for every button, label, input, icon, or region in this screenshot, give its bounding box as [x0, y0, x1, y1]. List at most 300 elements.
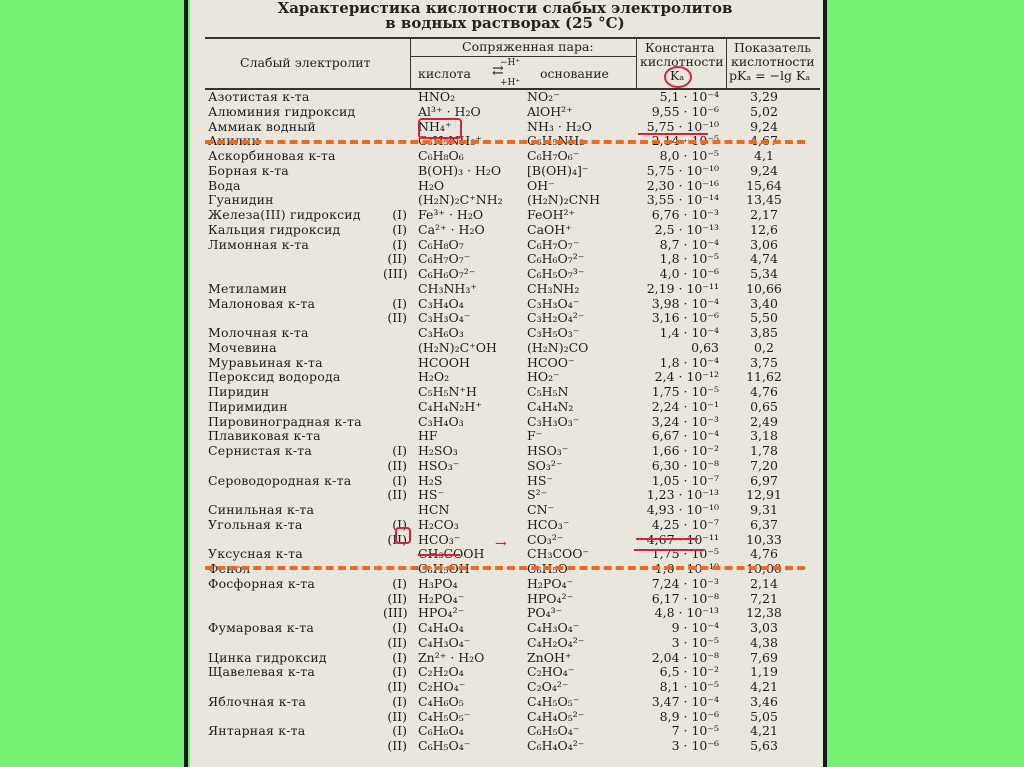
table-row [205, 680, 820, 695]
base-formula: HS⁻ [527, 472, 554, 488]
base-formula: NO₂⁻ [527, 89, 560, 104]
acid-formula: H₂SO₃ [418, 443, 458, 458]
ka-value: 2,24 · 10⁻¹ [651, 398, 719, 414]
table-row [205, 208, 820, 223]
ka-value: 1,75 · 10⁻⁵ [651, 546, 719, 562]
base-formula: C₄H₅O₅⁻ [527, 693, 580, 709]
equilibrium-arrows-icon: ⇄ [492, 63, 504, 79]
dissociation-stage: (I) [392, 207, 407, 222]
electrolyte-name: Фосфорная к-та [208, 575, 316, 591]
base-formula: C₆H₄O₄²⁻ [527, 738, 585, 753]
acid-formula: HCOOH [418, 354, 470, 370]
base-formula: C₆H₆O₇²⁻ [527, 251, 585, 267]
electrolyte-name: Железа(III) гидроксид [208, 207, 361, 222]
acid-formula: C₃H₆O₃ [418, 325, 464, 340]
acid-formula: C₆H₅O₄⁻ [418, 738, 471, 753]
table-row [205, 311, 820, 326]
ka-value: 1,23 · 10⁻¹³ [646, 487, 719, 503]
electrolyte-name: Алюминия гидроксид [208, 103, 356, 119]
acid-formula: C₆H₆O₇²⁻ [418, 266, 476, 281]
base-formula: ZnOH⁺ [527, 649, 572, 665]
pka-value: 11,62 [746, 369, 782, 385]
base-formula: FeOH²⁺ [527, 207, 576, 222]
base-formula: C₆H₇O₇⁻ [527, 236, 580, 252]
header-acid: кислота [418, 66, 471, 81]
header-pair: Сопряженная пара: [462, 39, 594, 54]
dissociation-stage: (III) [383, 266, 408, 281]
dissociation-stage: (II) [387, 708, 407, 724]
ka-value: 1,4 · 10⁻⁴ [659, 325, 719, 340]
pka-value: 3,29 [750, 89, 778, 104]
acid-formula: HCO₃⁻ [418, 531, 461, 547]
pka-value: 4,76 [750, 546, 778, 562]
acid-formula: Ca²⁺ · H₂O [418, 221, 485, 237]
pka-value: 5,63 [750, 738, 778, 753]
ka-value: 6,30 · 10⁻⁸ [651, 457, 719, 473]
table-row [205, 518, 820, 533]
base-formula: C₆H₇O₆⁻ [527, 148, 580, 163]
electrolyte-name: Янтарная к-та [208, 723, 306, 739]
ka-value: 5,75 · 10⁻¹⁰ [646, 118, 719, 134]
pka-value: 10,66 [746, 280, 782, 296]
ka-value: 4,67 · 10⁻¹¹ [646, 531, 719, 547]
electrolyte-name: Азотистая к-та [208, 89, 310, 104]
ka-value: 3,98 · 10⁻⁴ [651, 295, 719, 311]
table-row [205, 503, 820, 518]
pka-value: 5,05 [750, 708, 778, 724]
base-formula: CN⁻ [527, 502, 555, 517]
ka-value: 1,8 · 10⁻⁵ [659, 251, 719, 267]
pka-value: 3,03 [750, 620, 778, 635]
base-formula: C₂O₄²⁻ [527, 679, 569, 694]
pka-value: 2,49 [750, 413, 778, 429]
base-formula: C₄H₃O₄⁻ [527, 620, 580, 635]
pka-value: 4,38 [750, 634, 778, 650]
acid-formula: HSO₃⁻ [418, 457, 460, 473]
ka-value: 3,24 · 10⁻³ [651, 413, 719, 429]
acid-formula: C₆H₈O₇ [418, 236, 464, 252]
base-formula: HCO₃⁻ [527, 516, 570, 532]
pka-value: 3,40 [750, 295, 778, 311]
base-formula: H₂PO₄⁻ [527, 575, 574, 591]
table-row [205, 547, 820, 562]
header-pka-line2: кислотности [731, 54, 815, 69]
ka-value: 3 · 10⁻⁶ [671, 738, 719, 753]
electrolyte-name: Сернистая к-та [208, 443, 313, 458]
header-ka-line1: Константа [645, 40, 715, 55]
pka-value: 3,18 [750, 428, 778, 444]
base-formula: C₆H₅O⁻ [527, 561, 575, 576]
table-row [205, 105, 820, 120]
page-title: Характеристика кислотности слабых электролитов [277, 0, 733, 17]
electrolyte-name: Фумаровая к-та [208, 620, 314, 635]
pka-value: 3,06 [750, 236, 778, 252]
header-electrolyte: Слабый электролит [240, 55, 371, 70]
acid-formula: C₂HO₄⁻ [418, 679, 466, 694]
electrolyte-name: Пиримидин [208, 398, 288, 414]
table-row [205, 474, 820, 489]
table-row [205, 592, 820, 607]
dissociation-stage: (I) [392, 443, 407, 458]
base-formula: C₄H₄N₂ [527, 398, 574, 414]
electrolyte-name: Угольная к-та [208, 516, 303, 532]
page-subtitle: в водных растворах (25 °С) [385, 14, 625, 32]
pka-value: 7,69 [750, 649, 778, 665]
electrolyte-name: Фенол [208, 561, 251, 576]
ka-value: 1,66 · 10⁻² [651, 443, 719, 458]
pka-value: 12,6 [750, 221, 778, 237]
arrow-icon: → [495, 536, 507, 552]
table-row [205, 252, 820, 267]
acid-formula: H₂O₂ [418, 369, 450, 385]
pka-value: 7,20 [750, 457, 778, 473]
table-row [205, 90, 820, 105]
ka-value: 5,1 · 10⁻⁴ [659, 89, 719, 104]
base-formula: CH₃NH₂ [527, 280, 580, 296]
highlight-dash-top [205, 140, 805, 144]
acid-formula: HF [418, 428, 438, 444]
header-pka-formula: pKₐ = −lg Kₐ [729, 68, 811, 83]
dissociation-stage: (I) [392, 516, 407, 532]
electrolyte-name: Аскорбиновая к-та [208, 148, 336, 163]
base-formula: C₂HO₄⁻ [527, 664, 575, 680]
acid-formula: B(OH)₃ · H₂O [418, 162, 502, 178]
pka-value: 6,97 [750, 472, 778, 488]
ka-value: 3,16 · 10⁻⁶ [651, 310, 719, 326]
pka-value: 5,50 [750, 310, 778, 326]
pka-value: 3,75 [750, 354, 778, 370]
ka-value: 9,55 · 10⁻⁶ [651, 103, 719, 119]
ka-value: 3 · 10⁻⁵ [671, 634, 719, 650]
ka-value: 9 · 10⁻⁴ [671, 620, 719, 635]
pka-value: 15,64 [746, 177, 782, 193]
table-row [205, 164, 820, 179]
dissociation-stage: (II) [387, 590, 407, 606]
base-formula: (H₂N)₂CNH [527, 192, 601, 208]
page-border-right [823, 0, 827, 767]
pka-value: 0,2 [754, 339, 774, 355]
base-formula: C₅H₅N [527, 384, 569, 399]
ka-value: 8,0 · 10⁻⁵ [659, 148, 719, 163]
pka-value: 7,21 [750, 590, 778, 606]
table-row [205, 415, 820, 430]
table-row [205, 665, 820, 680]
dissociation-stage: (II) [387, 310, 407, 326]
table-row [205, 488, 820, 503]
base-formula: OH⁻ [527, 177, 555, 193]
page-border-left [184, 0, 188, 767]
box-nh4 [418, 118, 462, 139]
table-row [205, 710, 820, 725]
table-row [205, 739, 820, 754]
header-eq-bottom: +H⁺ [500, 78, 521, 88]
acid-formula: HPO₄²⁻ [418, 605, 465, 621]
ka-value: 3,47 · 10⁻⁴ [651, 693, 719, 709]
electrolyte-name: Синильная к-та [208, 502, 315, 517]
ka-value: 2,5 · 10⁻¹³ [654, 221, 719, 237]
base-formula: CO₃²⁻ [527, 531, 564, 547]
ka-value: 5,75 · 10⁻¹⁰ [646, 162, 719, 178]
dissociation-stage: (II) [387, 251, 407, 267]
acid-formula: C₄H₄O₄ [418, 620, 464, 635]
ka-value: 4,0 · 10⁻⁶ [659, 266, 719, 281]
table-row [205, 120, 820, 135]
pka-value: 3,46 [750, 693, 778, 709]
acid-formula: C₆H₇O₇⁻ [418, 251, 471, 267]
base-formula: C₃H₅O₃⁻ [527, 325, 580, 340]
data-table-body [205, 90, 820, 754]
pka-value: 9,24 [750, 162, 778, 178]
electrolyte-name: Щавелевая к-та [208, 664, 316, 680]
ka-value: 4,8 · 10⁻¹³ [654, 605, 719, 621]
pair-subrule [410, 56, 636, 57]
base-formula: CaOH⁺ [527, 221, 572, 237]
table-row [205, 459, 820, 474]
base-formula: PO₄³⁻ [527, 605, 563, 621]
header-eq-top: −H⁺ [500, 58, 521, 68]
base-formula: HO₂⁻ [527, 369, 560, 385]
table-row [205, 533, 820, 548]
table-row [205, 282, 820, 297]
acid-formula: C₃H₃O₄⁻ [418, 310, 471, 326]
pka-value: 2,14 [750, 575, 778, 591]
table-row [205, 385, 820, 400]
circle-ka-symbol [664, 66, 692, 88]
table-row [205, 724, 820, 739]
ka-value: 6,67 · 10⁻⁴ [651, 428, 719, 444]
pka-value: 3,85 [750, 325, 778, 340]
acid-formula: C₄H₅O₅⁻ [418, 708, 471, 724]
pka-value: 4,67 [750, 133, 778, 149]
header-ka-symbol: Kₐ [670, 68, 685, 83]
highlight-dash-bottom [205, 566, 805, 570]
base-formula: C₃H₃O₃⁻ [527, 413, 580, 429]
electrolyte-name: Пировиноградная к-та [208, 413, 362, 429]
table-row [205, 238, 820, 253]
table-row [205, 149, 820, 164]
ka-value: 6,76 · 10⁻³ [651, 207, 719, 222]
table-row [205, 636, 820, 651]
acid-formula: Fe³⁺ · H₂O [418, 207, 484, 222]
acid-formula: C₆H₈O₆ [418, 148, 464, 163]
dissociation-stage: (II) [387, 634, 407, 650]
electrolyte-name: Пероксид водорода [208, 369, 341, 385]
acid-formula: NH₄⁺ [418, 118, 452, 134]
ka-value: 2,04 · 10⁻⁸ [651, 649, 719, 665]
acid-formula: C₄H₆O₅ [418, 693, 464, 709]
base-formula: AlOH²⁺ [527, 103, 573, 119]
pka-value: 9,24 [750, 118, 778, 134]
table-row [205, 179, 820, 194]
base-formula: CH₃COO⁻ [527, 546, 590, 562]
electrolyte-name: Молочная к-та [208, 325, 309, 340]
base-formula: C₆H₅O₄⁻ [527, 723, 580, 739]
electrolyte-name: Кальция гидроксид [208, 221, 341, 237]
acid-formula: C₄H₃O₄⁻ [418, 634, 471, 650]
electrolyte-name: Плавиковая к-та [208, 428, 321, 444]
ka-value: 3,55 · 10⁻¹⁴ [646, 192, 719, 208]
ka-value: 6,5 · 10⁻² [659, 664, 719, 680]
acid-formula: HCN [418, 502, 450, 517]
pka-value: 5,34 [750, 266, 778, 281]
pka-value: 10,00 [746, 561, 782, 576]
table-row [205, 223, 820, 238]
pka-value: 12,38 [746, 605, 782, 621]
ka-value: 1,05 · 10⁻⁷ [651, 472, 719, 488]
base-formula: C₄H₂O₄²⁻ [527, 634, 585, 650]
header-ka-line2: кислотности [640, 54, 724, 69]
dissociation-stage: (I) [392, 575, 407, 591]
pka-value: 9,31 [750, 502, 778, 517]
pka-value: 4,1 [754, 148, 774, 163]
table-row [205, 370, 820, 385]
electrolyte-name: Малоновая к-та [208, 295, 316, 311]
table-row [205, 621, 820, 636]
electrolyte-name: Анилин [208, 133, 260, 149]
base-formula: C₆H₅O₇³⁻ [527, 266, 585, 281]
base-formula: C₄H₄O₅²⁻ [527, 708, 585, 724]
header-divider-2 [636, 37, 637, 88]
ka-value: 2,30 · 10⁻¹⁶ [646, 177, 719, 193]
pka-value: 1,78 [750, 443, 778, 458]
acid-formula: C₆H₆O₄ [418, 723, 464, 739]
acid-formula: C₅H₅N⁺H [418, 384, 477, 399]
table-row [205, 429, 820, 444]
ka-value: 7,24 · 10⁻³ [651, 575, 719, 591]
ka-value: 2,14 · 10⁻⁵ [651, 133, 719, 149]
electrolyte-name: Уксусная к-та [208, 546, 303, 562]
header-divider-1 [410, 37, 411, 88]
base-formula: (H₂N)₂CO [527, 339, 589, 355]
base-formula: [B(OH)₄]⁻ [527, 162, 589, 178]
table-row [205, 193, 820, 208]
pka-value: 4,74 [750, 251, 778, 267]
ka-value: 2,4 · 10⁻¹² [654, 369, 719, 385]
base-formula: C₆H₅NH₂ [527, 133, 585, 149]
table-row [205, 444, 820, 459]
electrolyte-name: Цинка гидроксид [208, 649, 327, 665]
pka-value: 10,33 [746, 531, 782, 547]
table-row [205, 356, 820, 371]
table-row [205, 341, 820, 356]
dissociation-stage: (I) [392, 693, 407, 709]
header-pka-line1: Показатель [734, 40, 812, 55]
base-formula: C₃H₂O₄²⁻ [527, 310, 585, 326]
underline-ka-2 [636, 538, 698, 540]
electrolyte-name: Гуанидин [208, 192, 274, 208]
acid-formula: H₂CO₃ [418, 516, 459, 532]
dissociation-stage: (I) [392, 723, 407, 739]
acid-formula: C₂H₂O₄ [418, 664, 464, 680]
dissociation-stage: (I) [392, 649, 407, 665]
electrolyte-name: Пиридин [208, 384, 270, 399]
electrolyte-name: Борная к-та [208, 162, 289, 178]
acid-formula: C₃H₄O₃ [418, 413, 464, 429]
pka-value: 0,65 [750, 398, 778, 414]
ka-value: 1,0 · 10⁻¹⁰ [654, 561, 719, 576]
pka-value: 1,19 [750, 664, 778, 680]
ka-value: 4,25 · 10⁻⁷ [651, 516, 719, 532]
base-formula: HSO₃⁻ [527, 443, 569, 458]
dissociation-stage: (I) [392, 221, 407, 237]
acid-formula: CH₃NH₃⁺ [418, 280, 477, 296]
acid-formula: H₂PO₄⁻ [418, 590, 465, 606]
acid-formula: Zn²⁺ · H₂O [418, 649, 485, 665]
ka-value: 0,63 [691, 339, 719, 355]
acid-formula: (H₂N)₂C⁺NH₂ [418, 192, 503, 208]
base-formula: HCOO⁻ [527, 354, 575, 370]
dissociation-stage: (I) [392, 236, 407, 252]
dissociation-stage: (II) [387, 531, 407, 547]
pka-value: 4,76 [750, 384, 778, 399]
acid-formula: C₆H₅NH₃⁺ [418, 133, 482, 149]
ka-value: 8,9 · 10⁻⁶ [659, 708, 719, 724]
base-formula: SO₃²⁻ [527, 457, 563, 473]
dissociation-stage: (I) [392, 295, 407, 311]
acid-formula: (H₂N)₂C⁺OH [418, 339, 497, 355]
table-row [205, 695, 820, 710]
underline-ka-1 [638, 133, 708, 135]
pka-value: 4,21 [750, 723, 778, 739]
electrolyte-name: Метиламин [208, 280, 288, 296]
electrolyte-name: Сероводородная к-та [208, 472, 352, 488]
pka-value: 12,91 [746, 487, 782, 503]
base-formula: NH₃ · H₂O [527, 118, 592, 134]
acid-formula: H₃PO₄ [418, 575, 458, 591]
pka-value: 6,37 [750, 516, 778, 532]
ka-value: 7 · 10⁻⁵ [671, 723, 719, 739]
underline-ka-3 [634, 549, 704, 551]
table-row [205, 297, 820, 312]
electrolyte-name: Мочевина [208, 339, 277, 355]
pka-value: 2,17 [750, 207, 778, 222]
dissociation-stage: (II) [387, 738, 407, 753]
base-formula: S²⁻ [527, 487, 548, 503]
ka-value: 8,1 · 10⁻⁵ [659, 679, 719, 694]
pka-value: 4,21 [750, 679, 778, 694]
base-formula: F⁻ [527, 428, 543, 444]
electrolyte-name: Муравьиная к-та [208, 354, 323, 370]
dissociation-stage: (II) [387, 487, 407, 503]
table-row [205, 267, 820, 282]
acid-formula: C₃H₄O₄ [418, 295, 464, 311]
dissociation-stage: (III) [383, 605, 408, 621]
base-formula: C₃H₃O₄⁻ [527, 295, 580, 311]
table-row [205, 606, 820, 621]
dissociation-stage: (I) [392, 620, 407, 635]
ka-value: 1,75 · 10⁻⁵ [651, 384, 719, 399]
dissociation-stage: (I) [392, 472, 407, 488]
ka-value: 1,8 · 10⁻⁴ [659, 354, 719, 370]
table-row [205, 400, 820, 415]
pka-value: 5,02 [750, 103, 778, 119]
acid-formula: H₂S [418, 472, 443, 488]
ka-value: 6,17 · 10⁻⁸ [651, 590, 719, 606]
acid-formula: CH₃COOH [418, 546, 485, 562]
dissociation-stage: (II) [387, 679, 407, 694]
table-row [205, 326, 820, 341]
ka-value: 8,7 · 10⁻⁴ [659, 236, 719, 252]
acid-formula: HS⁻ [418, 487, 445, 503]
table-row [205, 577, 820, 592]
dissociation-stage: (II) [387, 457, 407, 473]
dissociation-stage: (I) [392, 664, 407, 680]
acid-formula: H₂O [418, 177, 445, 193]
ka-value: 4,93 · 10⁻¹⁰ [646, 502, 719, 517]
acid-formula: C₄H₄N₂H⁺ [418, 398, 482, 414]
electrolyte-name: Вода [208, 177, 241, 193]
acid-formula: HNO₂ [418, 89, 456, 104]
